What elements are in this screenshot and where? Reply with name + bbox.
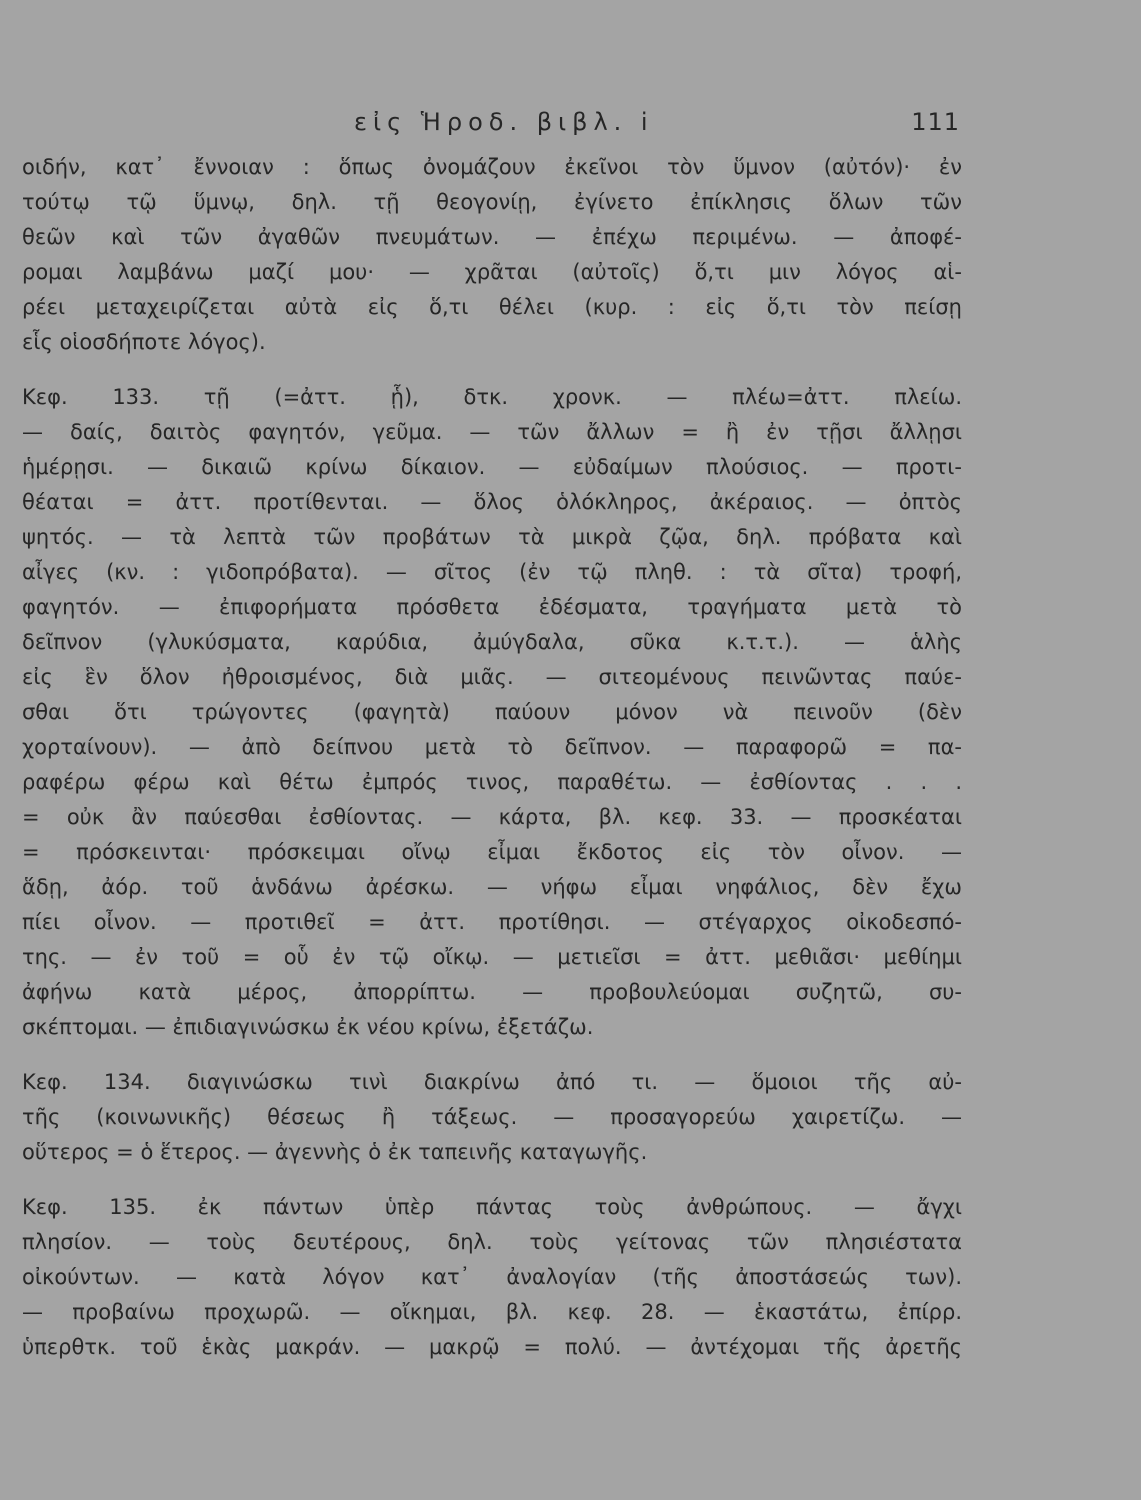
text-line: ὑπερθτκ. τοῦ ἑκὰς μακράν. — μακρῷ = πολύ. — ἀντέχομαι τῆς ἀρετῆς bbox=[22, 1335, 962, 1359]
page-header bbox=[20, 108, 960, 142]
text-line: = οὐκ ἂν παύεσθαι ἐσθίοντας. — κάρτα, βλ. κεφ. 33. — προσκέαται bbox=[22, 805, 962, 829]
text-line: οὕτερος = ὁ ἕτερος. — ἀγεννὴς ὁ ἐκ ταπεινῆς καταγωγῆς. bbox=[22, 1140, 648, 1164]
text-line: εἷς οἱοσδήποτε λόγος). bbox=[22, 330, 266, 354]
text-line: Κεφ. 135. ἐκ πάντων ὑπὲρ πάντας τοὺς ἀνθρώπους. — ἄγχι bbox=[22, 1195, 962, 1219]
text-line: θεῶν καὶ τῶν ἀγαθῶν πνευμάτων. — ἐπέχω περιμένω. — ἀποφέ- bbox=[22, 225, 962, 249]
paragraph-chapter-135 bbox=[22, 1190, 962, 1365]
text-line: ρέει μεταχειρίζεται αὐτὰ εἰς ὅ,τι θέλει (κυρ. : εἰς ὅ,τι τὸν πείσῃ bbox=[22, 295, 962, 319]
paragraph-continuation bbox=[22, 150, 962, 360]
text-line: οιδήν, κατ᾽ ἔννοιαν : ὅπως ὀνομάζουν ἐκεῖνοι τὸν ὕμνον (αὐτόν)· ἐν bbox=[22, 155, 962, 179]
text-line: ψητός. — τὰ λεπτὰ τῶν προβάτων τὰ μικρὰ ζῷα, δηλ. πρόβατα καὶ bbox=[22, 525, 962, 549]
text-line: ἅδῃ, ἀόρ. τοῦ ἁνδάνω ἀρέσκω. — νήφω εἶμαι νηφάλιος, δὲν ἔχω bbox=[22, 875, 962, 899]
text-line: Κεφ. 133. τῇ (=ἀττ. ᾗ), δτκ. χρονκ. — πλέω=ἀττ. πλείω. bbox=[22, 385, 962, 409]
text-line: θέαται = ἀττ. προτίθενται. — ὅλος ὁλόκληρος, ἀκέραιος. — ὀπτὸς bbox=[22, 490, 962, 514]
text-line: Κεφ. 134. διαγινώσκω τινὶ διακρίνω ἀπό τι. — ὅμοιοι τῆς αὐ- bbox=[22, 1070, 962, 1094]
text-line: οἰκούντων. — κατὰ λόγον κατ᾽ ἀναλογίαν (τῆς ἀποστάσεώς των). bbox=[22, 1265, 962, 1289]
text-line: χορταίνουν). — ἀπὸ δείπνου μετὰ τὸ δεῖπνον. — παραφορῶ = πα- bbox=[22, 735, 962, 759]
page-number: 111 bbox=[911, 108, 960, 136]
text-line: της. — ἐν τοῦ = οὗ ἐν τῷ οἴκῳ. — μετιεῖσι = ἀττ. μεθιᾶσι· μεθίημι bbox=[22, 945, 962, 969]
text-line: πίει οἶνον. — προτιθεῖ = ἀττ. προτίθησι. — στέγαρχος οἰκοδεσπό- bbox=[22, 910, 962, 934]
text-line: σκέπτομαι. — ἐπιδιαγινώσκω ἐκ νέου κρίνω, ἐξετάζω. bbox=[22, 1015, 594, 1039]
text-line: τῆς (κοινωνικῆς) θέσεως ἢ τάξεως. — προσαγορεύω χαιρετίζω. — bbox=[22, 1105, 962, 1129]
running-title: εἰς Ἡροδ. βιβλ. i bbox=[354, 108, 654, 136]
text-line: δεῖπνον (γλυκύσματα, καρύδια, ἀμύγδαλα, σῦκα κ.τ.τ.). — ἁλὴς bbox=[22, 630, 962, 654]
body-text bbox=[22, 150, 962, 1385]
text-line: = πρόσκεινται· πρόσκειμαι οἴνῳ εἶμαι ἔκδοτος εἰς τὸν οἶνον. — bbox=[22, 840, 962, 864]
text-line: φαγητόν. — ἐπιφορήματα πρόσθετα ἐδέσματα, τραγήματα μετὰ τὸ bbox=[22, 595, 962, 619]
paragraph-chapter-134 bbox=[22, 1065, 962, 1170]
text-line: ραφέρω φέρω καὶ θέτω ἐμπρός τινος, παραθέτω. — ἐσθίοντας . . . bbox=[22, 770, 962, 794]
text-line: ἀφήνω κατὰ μέρος, ἀπορρίπτω. — προβουλεύομαι συζητῶ, συ- bbox=[22, 980, 962, 1004]
text-line: — δαίς, δαιτὸς φαγητόν, γεῦμα. — τῶν ἄλλων = ἢ ἐν τῇσι ἄλλῃσι bbox=[22, 420, 962, 444]
text-line: — προβαίνω προχωρῶ. — οἴκημαι, βλ. κεφ. 28. — ἑκαστάτω, ἐπίρρ. bbox=[22, 1300, 962, 1324]
text-line: πλησίον. — τοὺς δευτέρους, δηλ. τοὺς γείτονας τῶν πλησιέστατα bbox=[22, 1230, 962, 1254]
text-line: σθαι ὅτι τρώγοντες (φαγητὰ) παύουν μόνον νὰ πεινοῦν (δὲν bbox=[22, 700, 962, 724]
text-line: ρομαι λαμβάνω μαζί μου· — χρᾶται (αὐτοῖς) ὅ,τι μιν λόγος αἱ- bbox=[22, 260, 962, 284]
text-line: τούτῳ τῷ ὕμνῳ, δηλ. τῇ θεογονίῃ, ἐγίνετο ἐπίκλησις ὅλων τῶν bbox=[22, 190, 962, 214]
paragraph-chapter-133 bbox=[22, 380, 962, 1045]
text-line: ἡμέρῃσι. — δικαιῶ κρίνω δίκαιον. — εὐδαίμων πλούσιος. — προτι- bbox=[22, 455, 962, 479]
text-line: αἶγες (κν. : γιδοπρόβατα). — σῖτος (ἐν τῷ πληθ. : τὰ σῖτα) τροφή, bbox=[22, 560, 962, 584]
text-line: εἰς ἓν ὅλον ἠθροισμένος, διὰ μιᾶς. — σιτεομένους πεινῶντας παύε- bbox=[22, 665, 962, 689]
